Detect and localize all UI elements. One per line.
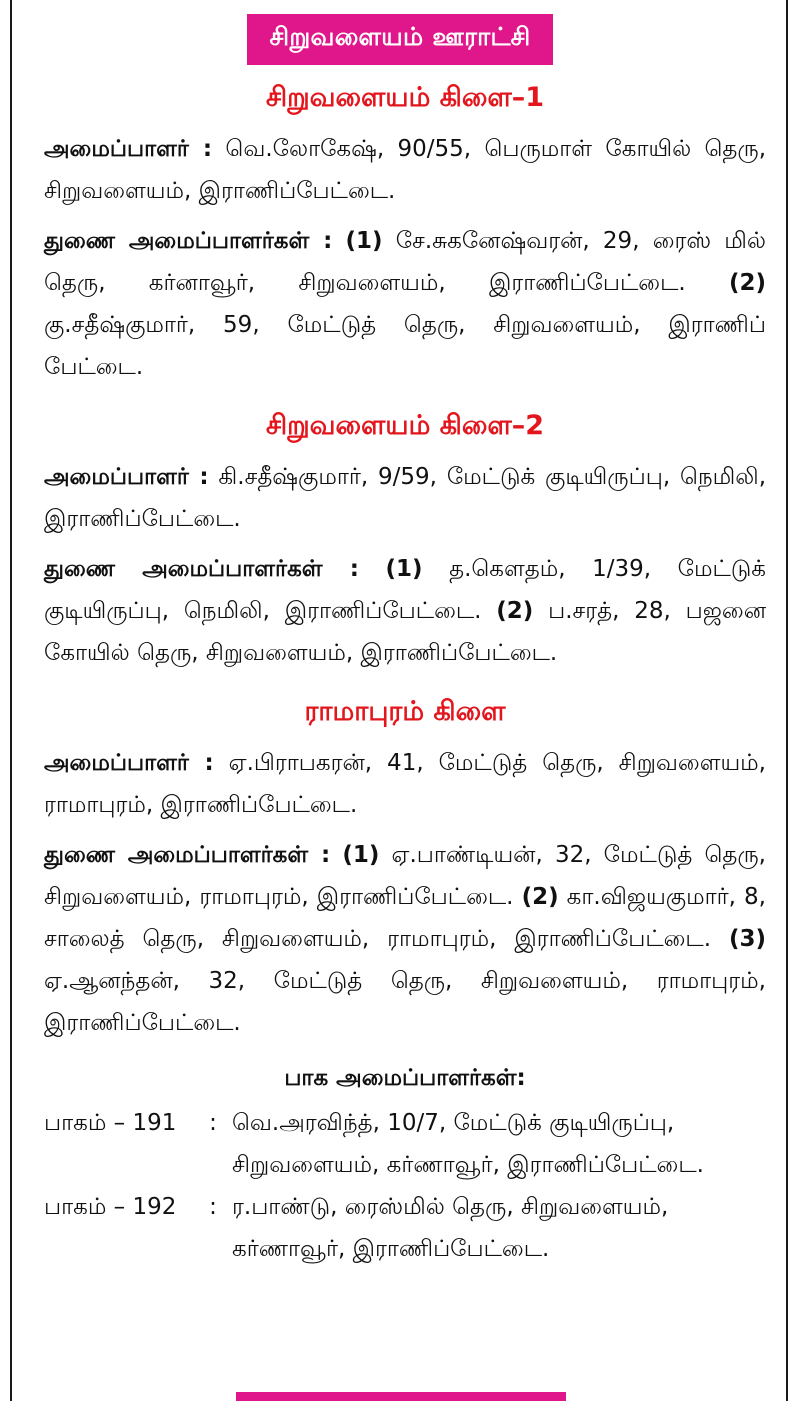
document-body xyxy=(44,80,766,1270)
organizer-label: அமைப்பாளர் : xyxy=(44,750,214,776)
branch-section-1 xyxy=(44,80,766,388)
organizer-entry xyxy=(44,456,766,540)
assistant-organizers-entry xyxy=(44,548,766,674)
organizer-entry xyxy=(44,128,766,212)
next-banner-edge xyxy=(236,1392,566,1401)
part-organizer-details: ர.பாண்டு, ரைஸ்மில் தெரு, சிறுவளையம், கர்ணாவூர், இராணிப்பேட்டை. xyxy=(232,1194,669,1262)
assistant-number: (1) xyxy=(342,842,380,868)
organizer-details: வெ.லோகேஷ், 90/55, பெருமாள் கோயில் தெரு, சிறுவளையம், இராணிப்பேட்டை. xyxy=(44,136,767,204)
branch-section-3 xyxy=(44,694,766,1044)
part-separator: : xyxy=(209,1110,217,1136)
organizer-details: கி.சதீஷ்குமார், 9/59, மேட்டுக் குடியிருப்பு, நெமிலி, இராணிப்பேட்டை. xyxy=(44,464,767,532)
assistants-label: துணை அமைப்பாளர்கள் : xyxy=(44,842,331,868)
assistant-organizers-entry xyxy=(44,834,766,1044)
organizer-label: அமைப்பாளர் : xyxy=(44,136,213,162)
assistant-number: (3) xyxy=(728,926,766,952)
assistant-details: ஏ.ஆனந்தன், 32, மேட்டுத் தெரு, சிறுவளையம், ராமாபுரம், இராணிப்பேட்டை. xyxy=(44,968,766,1036)
assistant-details: கு.சதீஷ்குமார், 59, மேட்டுத் தெரு, சிறுவளையம், இராணிப் பேட்டை. xyxy=(44,312,766,380)
organizer-label: அமைப்பாளர் : xyxy=(44,464,209,490)
part-separator: : xyxy=(209,1194,217,1220)
assistant-number: (1) xyxy=(345,228,383,254)
assistants-label: துணை அமைப்பாளர்கள் : xyxy=(44,556,359,582)
part-number-label: பாகம் – 191 xyxy=(44,1110,177,1136)
part-organizer-row xyxy=(44,1186,766,1270)
part-number-label: பாகம் – 192 xyxy=(44,1194,177,1220)
organizer-entry xyxy=(44,742,766,826)
assistant-number: (1) xyxy=(385,556,423,582)
branch-title: சிறுவளையம் கிளை–2 xyxy=(265,410,545,441)
assistant-number: (2) xyxy=(728,270,767,296)
assistant-number: (2) xyxy=(496,598,534,624)
assistant-organizers-entry xyxy=(44,220,766,388)
part-organizer-details: வெ.அரவிந்த், 10/7, மேட்டுக் குடியிருப்பு, சிறுவளையம், கர்ணாவூர், இராணிப்பேட்டை. xyxy=(232,1110,704,1178)
assistant-details: த.கௌதம், 1/39, மேட்டுக் குடியிருப்பு, நெமிலி, இராணிப்பேட்டை. xyxy=(44,556,766,624)
panchayat-banner: சிறுவளையம் ஊராட்சி xyxy=(247,14,552,65)
part-organizers-section xyxy=(44,1058,766,1270)
assistant-details: சே.சுகனேஷ்வரன், 29, ரைஸ் மில் தெரு, கர்னாவூர், சிறுவளையம், இராணிப்பேட்டை. xyxy=(44,228,766,296)
branch-title: சிறுவளையம் கிளை–1 xyxy=(265,82,545,113)
branch-section-2 xyxy=(44,408,766,674)
assistant-details: ஏ.பாண்டியன், 32, மேட்டுத் தெரு, சிறுவளையம், ராமாபுரம், இராணிப்பேட்டை. xyxy=(44,842,766,910)
part-organizers-heading: பாக அமைப்பாளர்கள்: xyxy=(284,1065,526,1091)
assistant-details: கா.விஜயகுமார், 8, சாலைத் தெரு, சிறுவளையம், ராமாபுரம், இராணிப்பேட்டை. xyxy=(44,884,766,952)
header xyxy=(0,14,800,65)
part-organizer-row xyxy=(44,1102,766,1186)
organizer-details: ஏ.பிராபகரன், 41, மேட்டுத் தெரு, சிறுவளையம், ராமாபுரம், இராணிப்பேட்டை. xyxy=(44,750,766,818)
assistants-label: துணை அமைப்பாளர்கள் : xyxy=(44,228,333,254)
assistant-details: ப.சரத், 28, பஜனை கோயில் தெரு, சிறுவளையம், இராணிப்பேட்டை. xyxy=(44,598,766,666)
branch-title: ராமாபுரம் கிளை xyxy=(304,696,506,727)
assistant-number: (2) xyxy=(521,884,559,910)
